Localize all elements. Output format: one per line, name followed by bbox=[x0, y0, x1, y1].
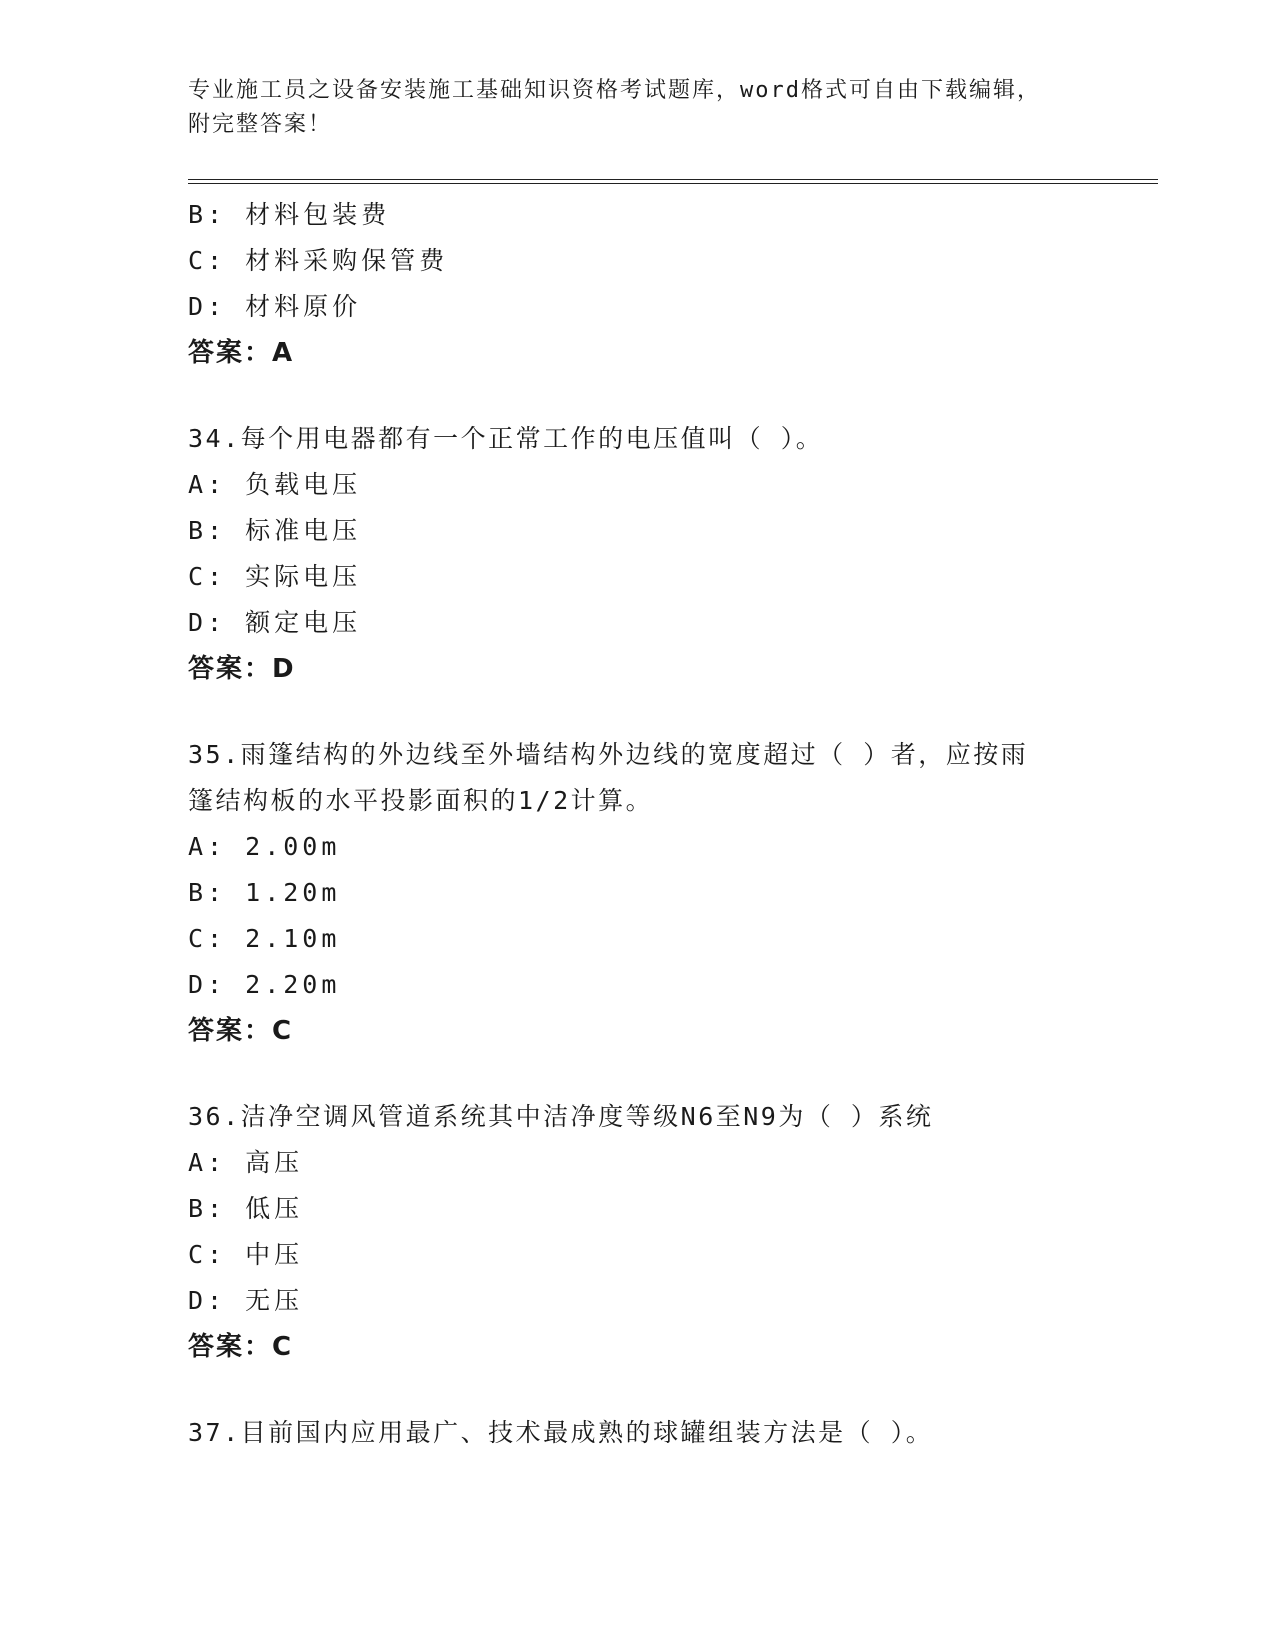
option-a: A: 高压 bbox=[188, 1148, 304, 1177]
question-text: 34.每个用电器都有一个正常工作的电压值叫（ ）。 bbox=[188, 424, 824, 453]
option-a: A: 2.00m bbox=[188, 832, 341, 861]
option-d: D: 2.20m bbox=[188, 970, 341, 999]
question-33-continued bbox=[188, 192, 1068, 376]
option-b: B: 标准电压 bbox=[188, 516, 362, 545]
question-37 bbox=[188, 1410, 1068, 1456]
option-a: A: 负载电压 bbox=[188, 470, 362, 499]
question-36 bbox=[188, 1094, 1068, 1370]
header-divider-bottom bbox=[188, 183, 1158, 184]
option-d: D: 无压 bbox=[188, 1286, 304, 1315]
option-c: C: 2.10m bbox=[188, 924, 341, 953]
question-text-line-2: 篷结构板的水平投影面积的1/2计算。 bbox=[188, 786, 654, 815]
option-d: D: 额定电压 bbox=[188, 608, 362, 637]
question-text: 37.目前国内应用最广、技术最成熟的球罐组装方法是（ ）。 bbox=[188, 1418, 934, 1447]
option-b: B: 材料包装费 bbox=[188, 200, 391, 229]
header-line-2: 附完整答案！ bbox=[188, 112, 333, 137]
option-c: C: 材料采购保管费 bbox=[188, 246, 449, 275]
header-divider-top bbox=[188, 179, 1158, 180]
answer-label: 答案：C bbox=[188, 1016, 294, 1046]
answer-label: 答案：D bbox=[188, 654, 296, 684]
option-b: B: 低压 bbox=[188, 1194, 304, 1223]
question-text-line-1: 35.雨篷结构的外边线至外墙结构外边线的宽度超过（ ）者，应按雨 bbox=[188, 740, 1029, 769]
option-c: C: 中压 bbox=[188, 1240, 304, 1269]
answer-label: 答案：C bbox=[188, 1332, 294, 1362]
question-list bbox=[188, 192, 1068, 1456]
question-34 bbox=[188, 416, 1068, 692]
document-header bbox=[188, 74, 1068, 142]
option-d: D: 材料原价 bbox=[188, 292, 362, 321]
question-35 bbox=[188, 732, 1068, 1054]
answer-label: 答案：A bbox=[188, 338, 295, 368]
option-c: C: 实际电压 bbox=[188, 562, 362, 591]
header-line-1: 专业施工员之设备安装施工基础知识资格考试题库，word格式可自由下载编辑， bbox=[188, 78, 1041, 103]
question-text: 36.洁净空调风管道系统其中洁净度等级N6至N9为（ ）系统 bbox=[188, 1102, 934, 1131]
option-b: B: 1.20m bbox=[188, 878, 341, 907]
